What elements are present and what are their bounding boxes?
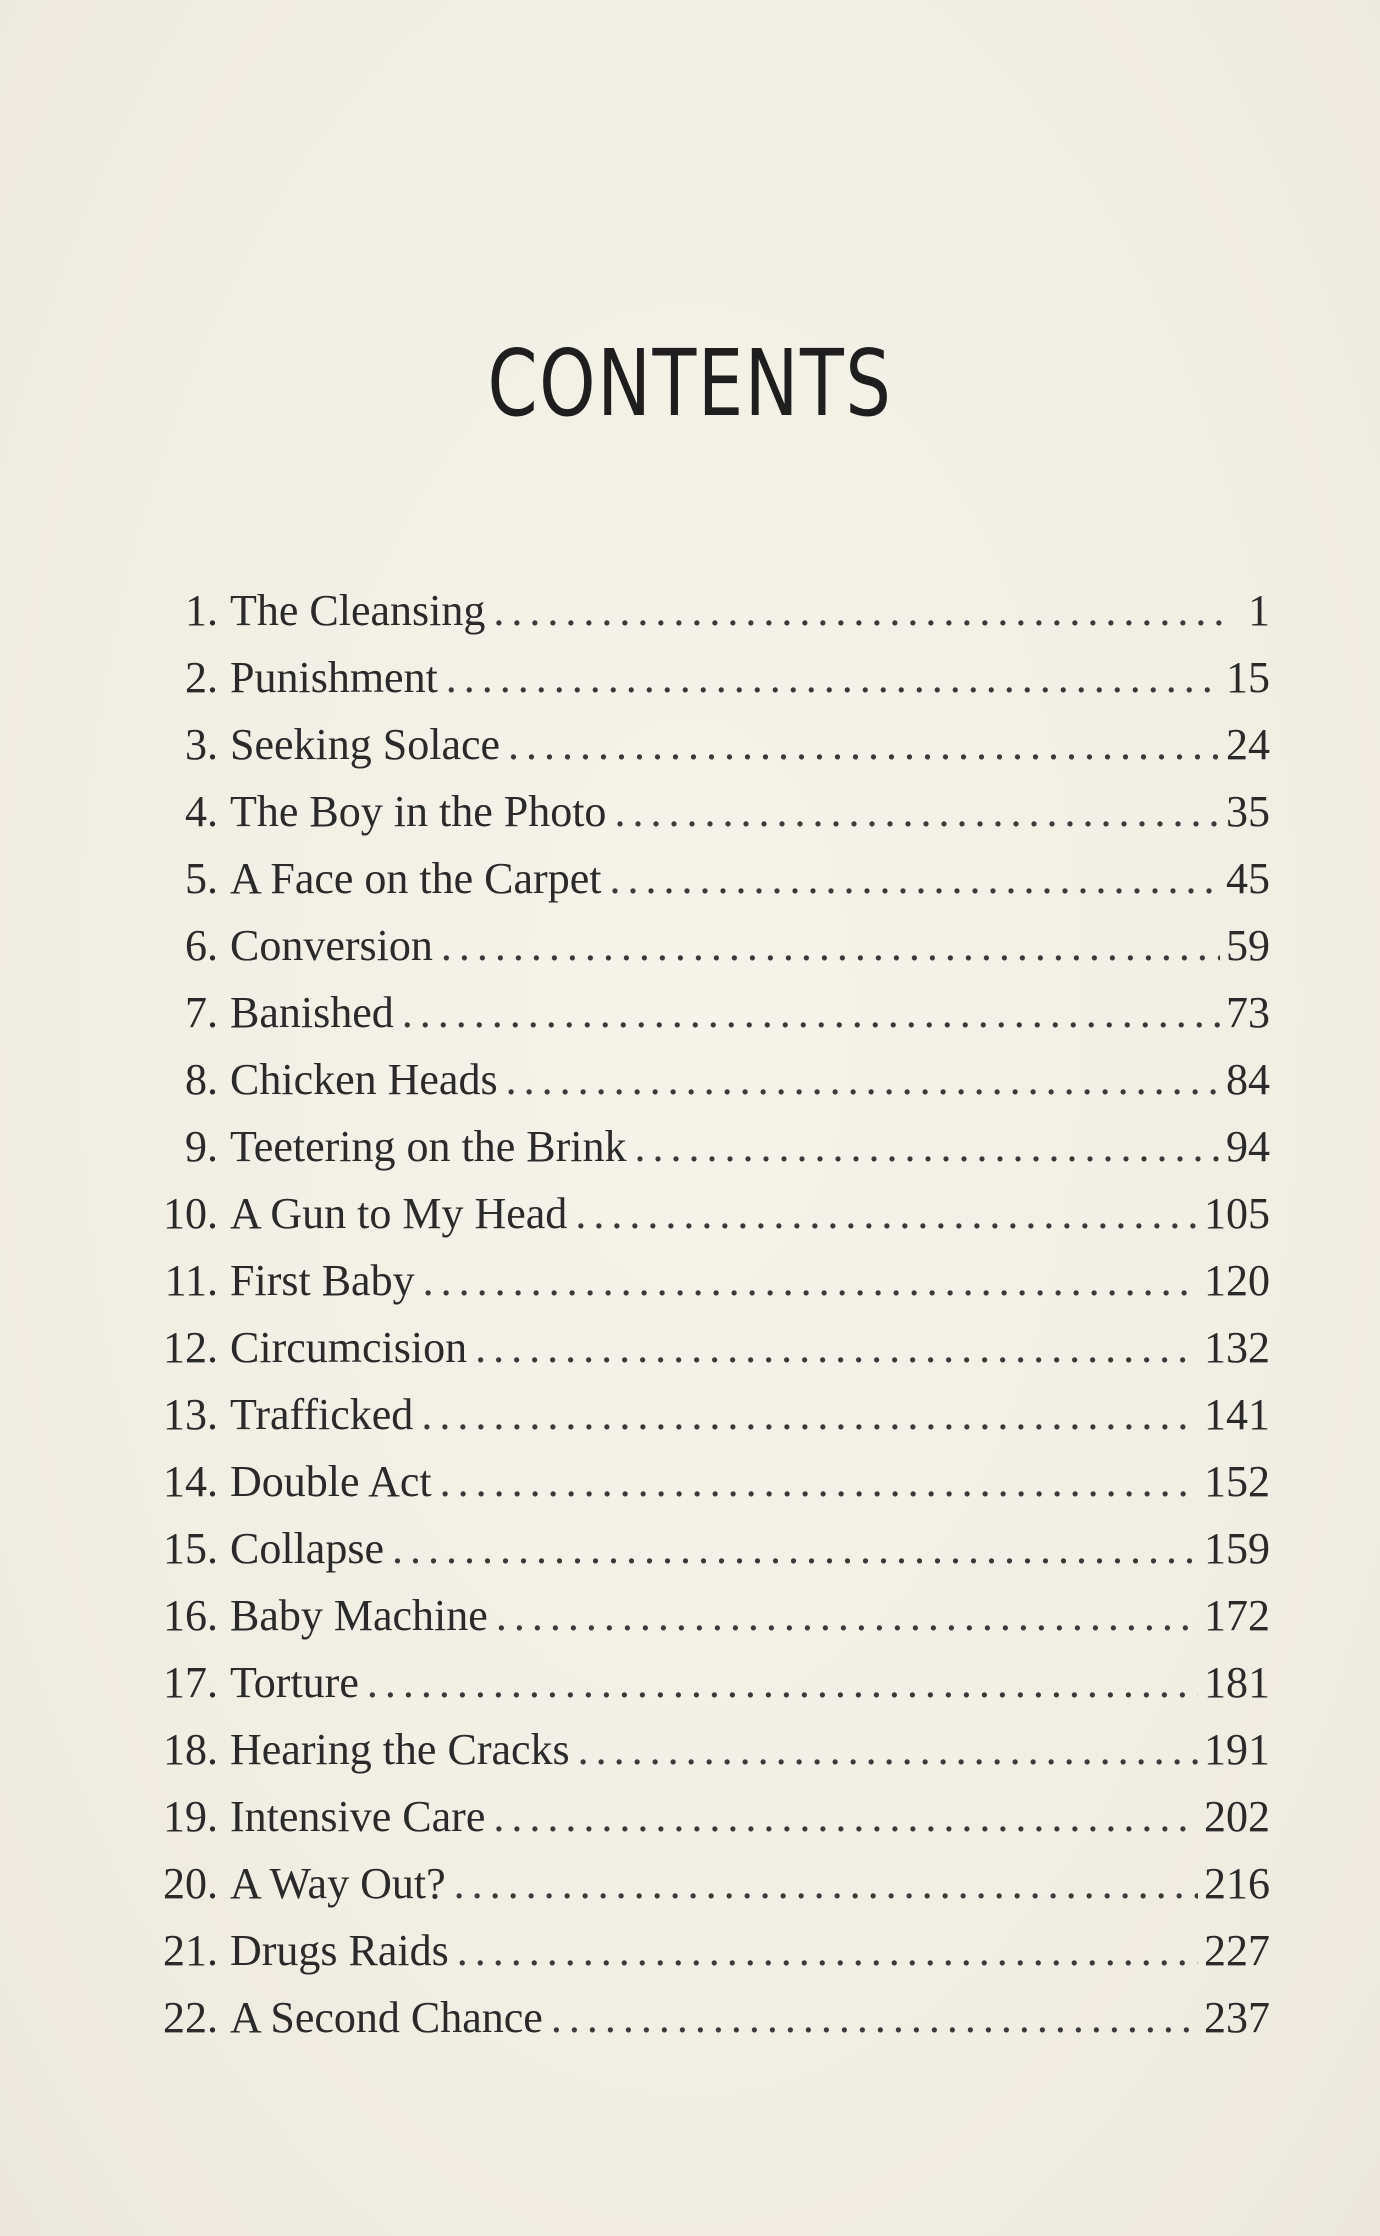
chapter-title: The Cleansing — [230, 586, 486, 635]
chapter-number: 1. — [185, 586, 218, 635]
chapter-number: 14. — [163, 1457, 218, 1506]
chapter-page-number: 152 — [1204, 1457, 1270, 1506]
toc-entry — [150, 1925, 1270, 1992]
dot-leader — [506, 1054, 1220, 1105]
chapter-title: A Gun to My Head — [230, 1189, 568, 1238]
chapter-page-number: 94 — [1226, 1122, 1270, 1171]
chapter-number: 4. — [185, 787, 218, 836]
dot-leader — [508, 719, 1220, 770]
chapter-number: 20. — [163, 1859, 218, 1908]
chapter-number: 6. — [185, 921, 218, 970]
toc-entry — [150, 1657, 1270, 1724]
toc-entry — [150, 1456, 1270, 1523]
dot-leader — [551, 1992, 1198, 2043]
chapter-page-number: 202 — [1204, 1792, 1270, 1841]
dot-leader — [441, 920, 1220, 971]
toc-entry — [150, 1322, 1270, 1389]
toc-entry — [150, 585, 1270, 652]
dot-leader — [493, 1791, 1198, 1842]
chapter-title: Drugs Raids — [230, 1926, 449, 1975]
chapter-page-number: 227 — [1204, 1926, 1270, 1975]
dot-leader — [392, 1523, 1198, 1574]
chapter-number: 16. — [163, 1591, 218, 1640]
toc-entry — [150, 1523, 1270, 1590]
chapter-number: 22. — [163, 1993, 218, 2042]
dot-leader — [634, 1121, 1220, 1172]
chapter-title: Collapse — [230, 1524, 384, 1573]
toc-entry — [150, 1389, 1270, 1456]
chapter-title: First Baby — [230, 1256, 415, 1305]
toc-entry — [150, 987, 1270, 1054]
chapter-number: 3. — [185, 720, 218, 769]
dot-leader — [454, 1858, 1198, 1909]
chapter-number: 8. — [185, 1055, 218, 1104]
chapter-page-number: 73 — [1226, 988, 1270, 1037]
toc-entry — [150, 1791, 1270, 1858]
chapter-page-number: 141 — [1204, 1390, 1270, 1439]
chapter-page-number: 172 — [1204, 1591, 1270, 1640]
chapter-title: A Face on the Carpet — [230, 854, 602, 903]
dot-leader — [575, 1188, 1198, 1239]
dot-leader — [421, 1389, 1198, 1440]
chapter-number: 17. — [163, 1658, 218, 1707]
toc-entry — [150, 1188, 1270, 1255]
chapter-number: 13. — [163, 1390, 218, 1439]
chapter-page-number: 132 — [1204, 1323, 1270, 1372]
chapter-page-number: 120 — [1204, 1256, 1270, 1305]
toc-entry — [150, 652, 1270, 719]
chapter-number: 11. — [164, 1256, 218, 1305]
dot-leader — [402, 987, 1220, 1038]
chapter-title: Intensive Care — [230, 1792, 486, 1841]
chapter-number: 10. — [163, 1189, 218, 1238]
toc-entry — [150, 853, 1270, 920]
dot-leader — [493, 585, 1224, 636]
dot-leader — [457, 1925, 1198, 1976]
chapter-page-number: 181 — [1204, 1658, 1270, 1707]
toc-entry — [150, 1054, 1270, 1121]
chapter-number: 19. — [163, 1792, 218, 1841]
chapter-page-number: 191 — [1204, 1725, 1270, 1774]
chapter-title: Baby Machine — [230, 1591, 488, 1640]
dot-leader — [367, 1657, 1198, 1708]
chapter-title: A Way Out? — [230, 1859, 446, 1908]
chapter-page-number: 105 — [1204, 1189, 1270, 1238]
chapter-title: Banished — [230, 988, 394, 1037]
dot-leader — [423, 1255, 1198, 1306]
dot-leader — [440, 1456, 1198, 1507]
toc-entry — [150, 786, 1270, 853]
chapter-page-number: 24 — [1226, 720, 1270, 769]
chapter-page-number: 84 — [1226, 1055, 1270, 1104]
chapter-number: 9. — [185, 1122, 218, 1171]
toc-entry — [150, 1590, 1270, 1657]
chapter-page-number: 216 — [1204, 1859, 1270, 1908]
dot-leader — [614, 786, 1220, 837]
chapter-number: 12. — [163, 1323, 218, 1372]
chapter-number: 7. — [185, 988, 218, 1037]
page-title: CONTENTS — [487, 329, 893, 437]
chapter-page-number: 237 — [1204, 1993, 1270, 2042]
chapter-page-number: 15 — [1226, 653, 1270, 702]
toc-entry — [150, 1121, 1270, 1188]
chapter-title: Teetering on the Brink — [230, 1122, 627, 1171]
chapter-title: Circumcision — [230, 1323, 468, 1372]
chapter-title: Torture — [230, 1658, 359, 1707]
dot-leader — [475, 1322, 1198, 1373]
chapter-title: Seeking Solace — [230, 720, 501, 769]
toc-entry — [150, 1858, 1270, 1925]
chapter-title: The Boy in the Photo — [230, 787, 607, 836]
chapter-number: 18. — [163, 1725, 218, 1774]
chapter-number: 15. — [163, 1524, 218, 1573]
chapter-title: Hearing the Cracks — [230, 1725, 570, 1774]
toc-entry — [150, 920, 1270, 987]
toc-entry — [150, 1724, 1270, 1791]
chapter-title: Punishment — [230, 653, 438, 702]
chapter-page-number: 45 — [1226, 854, 1270, 903]
table-of-contents — [150, 585, 1270, 2059]
chapter-number: 21. — [163, 1926, 218, 1975]
chapter-page-number: 35 — [1226, 787, 1270, 836]
chapter-title: A Second Chance — [230, 1993, 543, 2042]
chapter-page-number: 1 — [1248, 586, 1270, 635]
chapter-number: 5. — [185, 854, 218, 903]
toc-entry — [150, 719, 1270, 786]
toc-entry — [150, 1992, 1270, 2059]
toc-entry — [150, 1255, 1270, 1322]
chapter-page-number: 159 — [1204, 1524, 1270, 1573]
chapter-title: Conversion — [230, 921, 433, 970]
chapter-page-number: 59 — [1226, 921, 1270, 970]
dot-leader — [446, 652, 1220, 703]
chapter-title: Chicken Heads — [230, 1055, 498, 1104]
dot-leader — [609, 853, 1220, 904]
dot-leader — [578, 1724, 1198, 1775]
dot-leader — [496, 1590, 1198, 1641]
chapter-title: Double Act — [230, 1457, 432, 1506]
chapter-title: Trafficked — [230, 1390, 414, 1439]
chapter-number: 2. — [185, 653, 218, 702]
